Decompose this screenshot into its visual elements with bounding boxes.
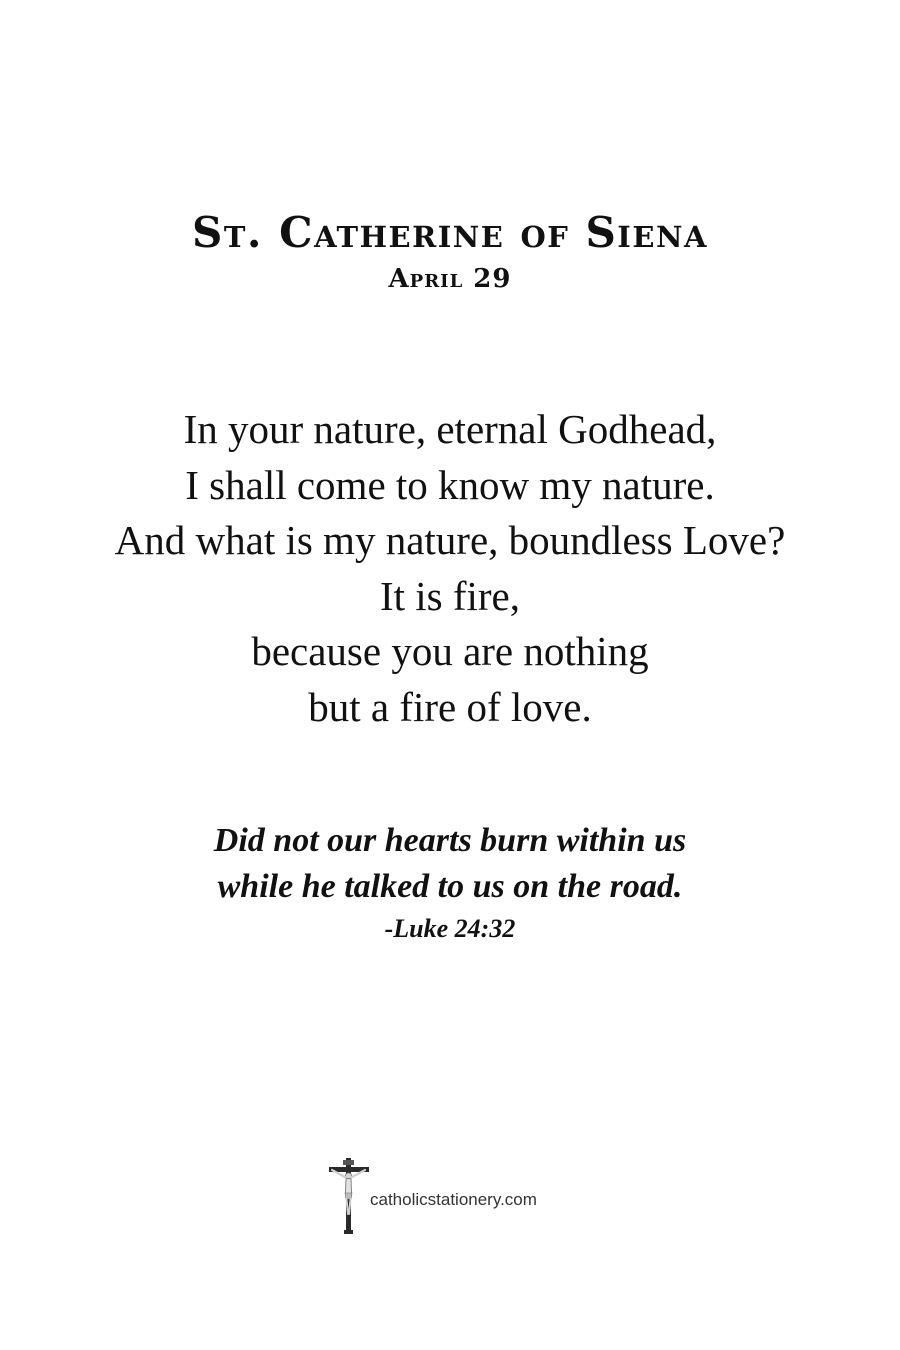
footer-logo	[327, 1156, 587, 1236]
prayer-line: but a fire of love.	[308, 683, 592, 730]
prayer-text	[0, 402, 900, 735]
saint-name-title: St. Catherine of Siena	[192, 208, 708, 257]
prayer-line: And what is my nature, boundless Love?	[114, 517, 786, 563]
card-header	[0, 206, 900, 296]
scripture-verse	[0, 818, 900, 946]
prayer-line: In your nature, eternal Godhead,	[183, 406, 717, 452]
verse-line: while he talked to us on the road.	[217, 868, 683, 905]
website-url: catholicstationery.com	[370, 1190, 537, 1209]
crucifix-icon	[327, 1156, 371, 1236]
prayer-line: It is fire,	[379, 572, 521, 619]
feast-date: April 29	[388, 264, 512, 294]
prayer-line: because you are nothing	[251, 628, 649, 674]
prayer-line: I shall come to know my nature.	[185, 461, 715, 508]
verse-reference: -Luke 24:32	[384, 914, 516, 943]
verse-line: Did not our hearts burn within us	[213, 822, 687, 859]
